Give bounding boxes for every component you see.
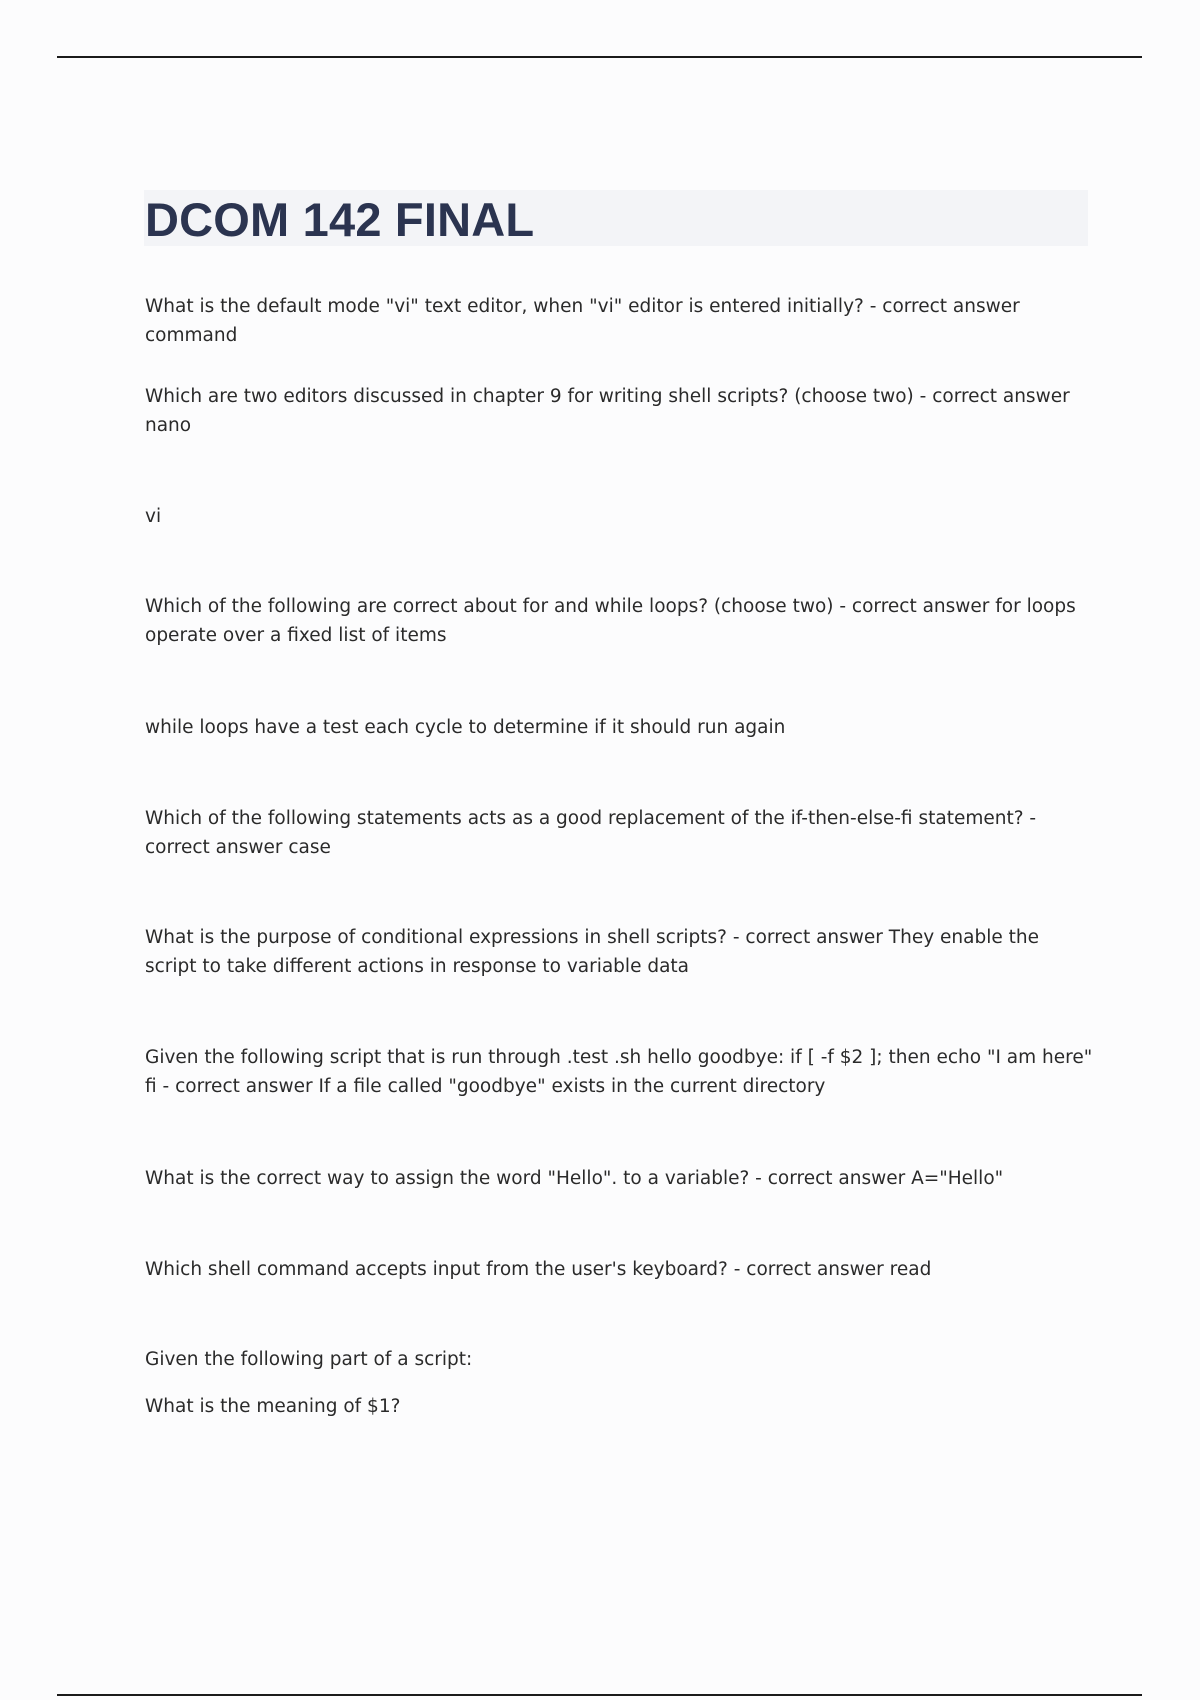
paragraph-7 [145, 923, 1095, 981]
paragraph-text: Given the following script that is run through .test .sh hello goodbye: if [ -f $2 ]; then echo "I am here" fi - correct answer If a file called "goodbye" exists in the current directory [145, 1047, 1093, 1097]
paragraph-9 [145, 1164, 1095, 1193]
paragraph-text: What is the correct way to assign the word "Hello". to a variable? - correct answer A="Hello" [145, 1168, 1004, 1189]
footer-rule [57, 1694, 1142, 1696]
paragraph-text: Which of the following statements acts as a good replacement of the if-then-else-fi statement? - correct answer case [145, 808, 1037, 858]
paragraph-text: What is the default mode "vi" text editor, when "vi" editor is entered initially? - correct answer command [145, 296, 1020, 346]
paragraph-2 [145, 382, 1095, 440]
paragraph-6 [145, 804, 1095, 862]
paragraph-text: Which are two editors discussed in chapter 9 for writing shell scripts? (choose two) - correct answer nano [145, 386, 1070, 436]
paragraph-3 [145, 502, 1095, 531]
paragraph-text: Given the following part of a script: [145, 1349, 473, 1370]
paragraph-5 [145, 713, 1095, 742]
paragraph-8 [145, 1043, 1095, 1101]
header-rule [57, 56, 1142, 58]
paragraph-4 [145, 592, 1095, 650]
paragraph-text: Which shell command accepts input from the user's keyboard? - correct answer read [145, 1259, 932, 1280]
paragraph-10 [145, 1255, 1095, 1284]
paragraph-12 [145, 1392, 1095, 1421]
paragraph-text: What is the meaning of $1? [145, 1396, 401, 1417]
paragraph-11 [145, 1345, 1095, 1374]
paragraph-text: vi [145, 506, 162, 527]
paragraph-text: Which of the following are correct about for and while loops? (choose two) - correct answer for loops operate over a fixed list of items [145, 596, 1076, 646]
document-title: DCOM 142 FINAL [145, 193, 535, 246]
paragraph-text: What is the purpose of conditional expressions in shell scripts? - correct answer They enable the script to take different actions in response to variable data [145, 927, 1039, 977]
paragraph-1 [145, 292, 1095, 350]
paragraph-text: while loops have a test each cycle to determine if it should run again [145, 717, 786, 738]
